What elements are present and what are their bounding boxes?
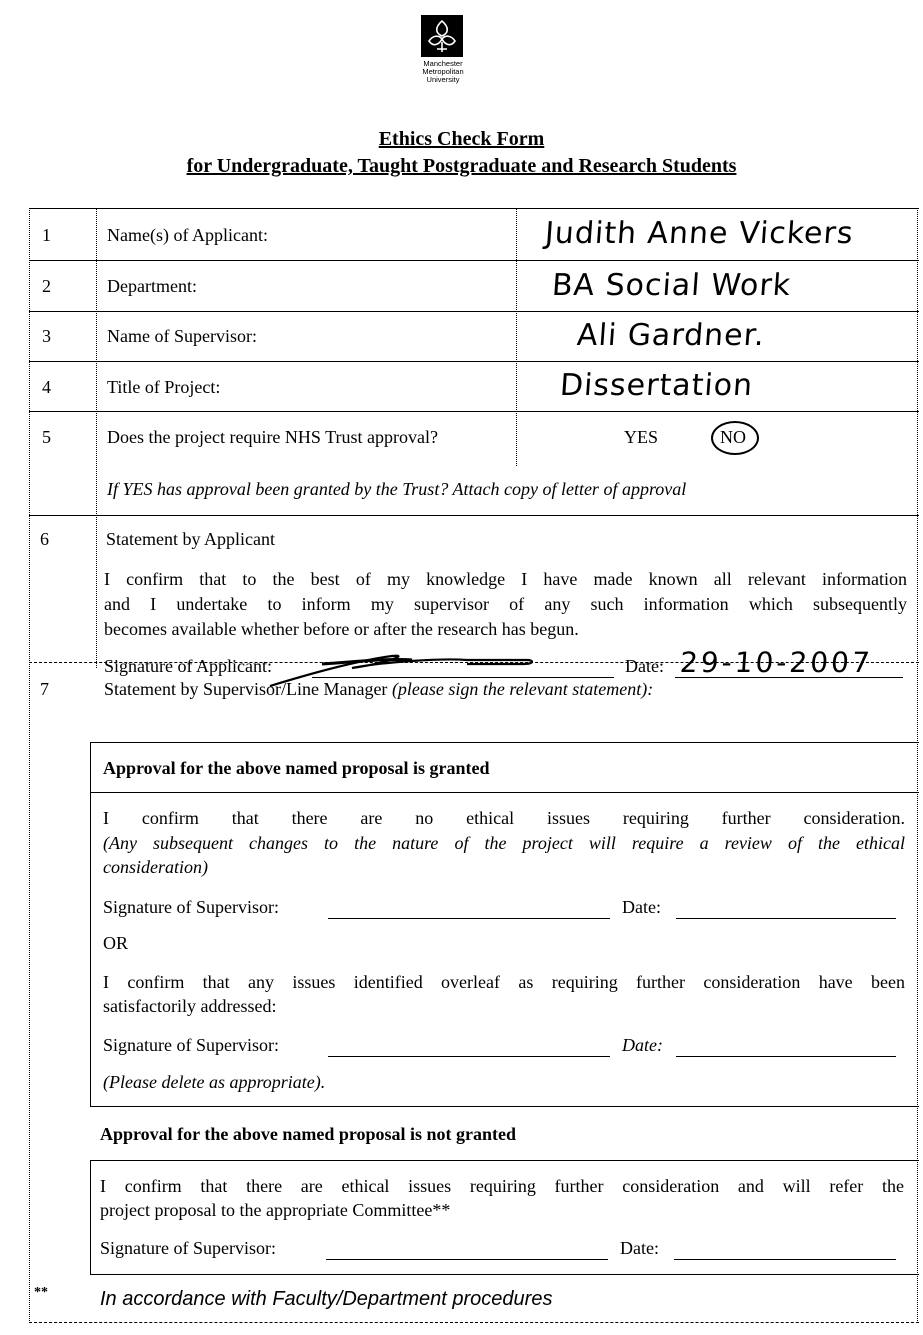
form-title: Ethics Check Form (378, 128, 545, 150)
delete-as-appropriate-note: (Please delete as appropriate). (103, 1072, 326, 1092)
granted-box-left-border (90, 742, 91, 1107)
granted-statement-line: I confirm that there are no ethical issues requiring further consideration. (103, 808, 905, 828)
not-granted-box-left-border (90, 1160, 91, 1275)
nhs-yes-option[interactable]: YES (624, 427, 659, 447)
supervisor-date-line[interactable] (676, 918, 896, 919)
logo-line-2: Metropolitan (422, 67, 464, 76)
applicant-statement-line: becomes available whether before or after the research has begun. (104, 619, 579, 639)
supervisor-statement-title: Statement by Supervisor/Line Manager (104, 679, 388, 699)
logo-line-3: University (426, 75, 460, 84)
granted-box-bottom-border (90, 1106, 919, 1107)
supervisor-date-label: Date: (622, 1035, 663, 1055)
row-number: 1 (42, 225, 51, 245)
section-divider (90, 742, 919, 743)
applicant-name-field[interactable]: Judith Anne Vickers (543, 216, 855, 251)
form-subtitle: for Undergraduate, Taught Postgraduate and Research Students (186, 155, 737, 177)
project-title-label: Title of Project: (107, 377, 221, 397)
nhs-no-option[interactable]: NO (720, 427, 746, 447)
granted-alt-statement-line: I confirm that any issues identified overleaf as requiring further consideration have been (103, 972, 905, 992)
row-number: 7 (40, 679, 49, 699)
supervisor-name-field[interactable]: Ali Gardner. (575, 318, 767, 353)
applicant-statement-line: and I undertake to inform my supervisor of any such information which subsequently (104, 594, 907, 614)
table-bottom-border (29, 1322, 919, 1323)
footnote-marker: ** (34, 1285, 48, 1300)
applicant-statement-line: I confirm that to the best of my knowledge I have made known all relevant information (104, 569, 907, 589)
row-separator (29, 311, 919, 312)
granted-alt-statement-line: satisfactorily addressed: (103, 996, 277, 1016)
supervisor-date-label: Date: (620, 1238, 659, 1258)
nhs-followup-note: If YES has approval been granted by the Trust? Attach copy of letter of approval (107, 479, 687, 499)
row-separator (29, 260, 919, 261)
university-crest-icon (421, 15, 463, 57)
department-label: Department: (107, 276, 197, 296)
applicant-date-field[interactable]: 29-10-2007 (678, 646, 874, 679)
number-column-divider (96, 208, 97, 668)
applicant-date-label: Date: (625, 656, 664, 676)
row-separator (29, 411, 919, 412)
applicant-statement-heading: Statement by Applicant (106, 529, 275, 549)
table-top-border (29, 208, 919, 209)
value-column-divider (516, 208, 517, 466)
row-separator (29, 515, 919, 516)
supervisor-statement-heading (104, 679, 653, 700)
not-granted-box-bottom-border (90, 1274, 919, 1275)
project-title-field[interactable]: Dissertation (558, 368, 755, 403)
supervisor-date-line[interactable] (676, 1056, 896, 1057)
row-number: 3 (42, 326, 51, 346)
applicant-signature-label: Signature of Applicant: (104, 656, 272, 676)
row-number: 6 (40, 529, 49, 549)
row-number: 2 (42, 276, 51, 296)
row-number: 5 (42, 427, 51, 447)
row-separator (29, 361, 919, 362)
supervisor-date-label: Date: (622, 897, 661, 917)
approval-granted-heading: Approval for the above named proposal is granted (103, 758, 490, 778)
supervisor-signature-line[interactable] (328, 918, 610, 919)
supervisor-date-line[interactable] (674, 1259, 896, 1260)
nhs-approval-question: Does the project require NHS Trust approval? (107, 427, 438, 447)
granted-statement-line: (Any subsequent changes to the nature of the project will require a review of the ethical (103, 833, 905, 853)
supervisor-signature-label: Signature of Supervisor: (103, 897, 279, 917)
logo-line-1: Manchester (423, 59, 463, 68)
supervisor-statement-note: (please sign the relevant statement): (391, 679, 654, 699)
department-field[interactable]: BA Social Work (550, 268, 793, 303)
not-granted-statement-line: I confirm that there are ethical issues requiring further consideration and will refer the (100, 1176, 904, 1196)
university-name (398, 60, 488, 84)
approval-not-granted-heading: Approval for the above named proposal is not granted (100, 1124, 517, 1144)
not-granted-box-top-border (90, 1160, 919, 1161)
supervisor-signature-label: Signature of Supervisor: (100, 1238, 276, 1258)
or-separator: OR (103, 933, 129, 953)
not-granted-statement-line: project proposal to the appropriate Committee** (100, 1200, 451, 1220)
supervisor-name-label: Name of Supervisor: (107, 326, 257, 346)
granted-box-top-border (90, 792, 919, 793)
supervisor-signature-line[interactable] (326, 1259, 608, 1260)
supervisor-signature-line[interactable] (328, 1056, 610, 1057)
table-right-border (917, 208, 918, 1323)
row-number: 4 (42, 377, 51, 397)
footnote-text: In accordance with Faculty/Department procedures (100, 1288, 553, 1310)
applicant-name-label: Name(s) of Applicant: (107, 225, 268, 245)
granted-statement-line: consideration) (103, 857, 208, 877)
table-left-border (29, 208, 30, 1323)
supervisor-signature-label: Signature of Supervisor: (103, 1035, 279, 1055)
